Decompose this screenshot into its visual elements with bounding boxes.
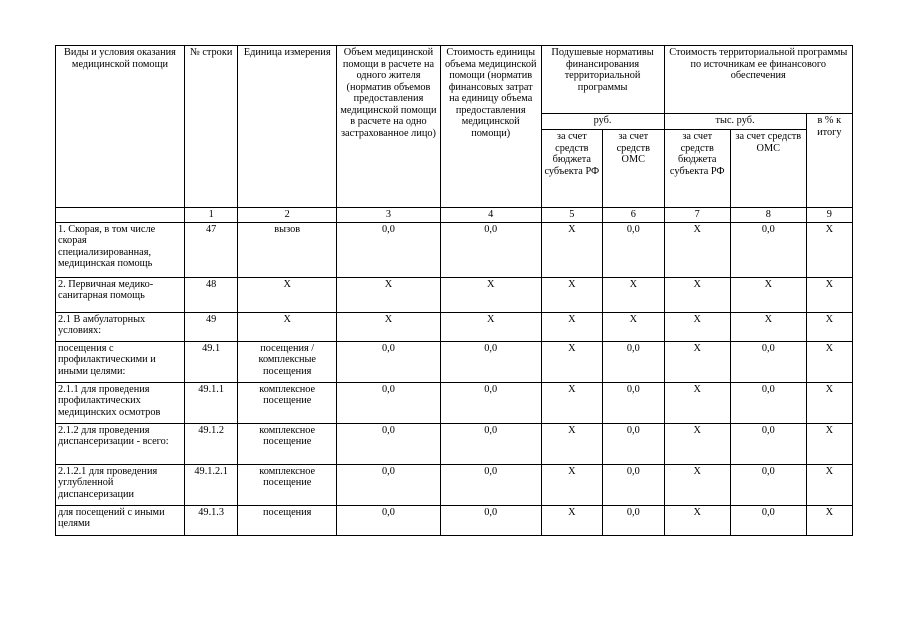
row-budget-thrub: X — [664, 222, 730, 277]
column-number-row — [56, 208, 853, 223]
row-oms-thrub: X — [731, 312, 807, 341]
row-budget-rub: X — [541, 382, 602, 423]
table-row — [56, 382, 853, 423]
row-cost: 0,0 — [440, 222, 541, 277]
row-label: 2.1.2.1 для проведения углубленной диспансеризации — [56, 464, 185, 505]
row-budget-thrub: X — [664, 341, 730, 382]
column-number: 8 — [731, 208, 807, 223]
row-oms-thrub: 0,0 — [731, 464, 807, 505]
row-unit: комплексное посещение — [238, 423, 337, 464]
row-budget-rub: X — [541, 312, 602, 341]
header-percent: в % к итогу — [806, 114, 852, 208]
row-oms-rub: 0,0 — [603, 341, 664, 382]
row-number: 49 — [184, 312, 237, 341]
row-unit: посещения — [238, 505, 337, 535]
header-cost: Стоимость единицы объема медицинской помощи (норматив финансовых затрат на единицу объема предоставления медицинской помощи) — [440, 46, 541, 208]
row-budget-rub: X — [541, 505, 602, 535]
column-number: 2 — [238, 208, 337, 223]
row-percent: X — [806, 277, 852, 312]
row-label: 1. Скорая, в том числе скорая специализированная, медицинская помощь — [56, 222, 185, 277]
row-volume: 0,0 — [337, 423, 441, 464]
column-number: 7 — [664, 208, 730, 223]
row-unit: комплексное посещение — [238, 382, 337, 423]
row-unit: посещения / комплексные посещения — [238, 341, 337, 382]
row-label: для посещений с иными целями — [56, 505, 185, 535]
header-budget-rub: за счет средств бюджета субъекта РФ — [541, 130, 602, 208]
row-oms-thrub: 0,0 — [731, 423, 807, 464]
row-oms-rub: 0,0 — [603, 505, 664, 535]
header-rub: руб. — [541, 114, 664, 130]
row-label: посещения с профилактическими и иными целями: — [56, 341, 185, 382]
table-row — [56, 341, 853, 382]
row-volume: 0,0 — [337, 382, 441, 423]
row-percent: X — [806, 312, 852, 341]
row-budget-thrub: X — [664, 423, 730, 464]
row-cost: 0,0 — [440, 341, 541, 382]
row-percent: X — [806, 382, 852, 423]
column-number: 6 — [603, 208, 664, 223]
row-budget-rub: X — [541, 277, 602, 312]
row-cost: 0,0 — [440, 505, 541, 535]
row-oms-rub: X — [603, 277, 664, 312]
row-budget-thrub: X — [664, 312, 730, 341]
row-volume: 0,0 — [337, 222, 441, 277]
row-percent: X — [806, 222, 852, 277]
row-unit: вызов — [238, 222, 337, 277]
row-label: 2. Первичная медико-санитарная помощь — [56, 277, 185, 312]
row-oms-rub: 0,0 — [603, 222, 664, 277]
row-oms-rub: X — [603, 312, 664, 341]
row-budget-rub: X — [541, 341, 602, 382]
row-oms-thrub: 0,0 — [731, 341, 807, 382]
column-number: 4 — [440, 208, 541, 223]
row-oms-thrub: 0,0 — [731, 382, 807, 423]
header-percapita: Подушевые нормативы финансирования территориальной программы — [541, 46, 664, 114]
row-percent: X — [806, 464, 852, 505]
row-volume: X — [337, 277, 441, 312]
row-oms-thrub: 0,0 — [731, 222, 807, 277]
row-number: 47 — [184, 222, 237, 277]
header-volume: Объем медицинской помощи в расчете на одного жителя (норматив объемов предоставления медицинской помощи в расчете на одно застрахованное лицо) — [337, 46, 441, 208]
header-budget-thrub: за счет средств бюджета субъекта РФ — [664, 130, 730, 208]
header-unit: Единица измерения — [238, 46, 337, 208]
row-cost: X — [440, 312, 541, 341]
table-row — [56, 277, 853, 312]
header-row-number: № строки — [184, 46, 237, 208]
table-row — [56, 464, 853, 505]
column-number — [56, 208, 185, 223]
row-budget-thrub: X — [664, 505, 730, 535]
table-row — [56, 505, 853, 535]
row-volume: 0,0 — [337, 464, 441, 505]
column-number: 9 — [806, 208, 852, 223]
row-oms-thrub: 0,0 — [731, 505, 807, 535]
table-row — [56, 312, 853, 341]
header-program-cost: Стоимость территориальной программы по источникам ее финансового обеспечения — [664, 46, 852, 114]
row-percent: X — [806, 505, 852, 535]
row-oms-rub: 0,0 — [603, 464, 664, 505]
column-number: 1 — [184, 208, 237, 223]
row-cost: X — [440, 277, 541, 312]
row-number: 49.1.2 — [184, 423, 237, 464]
header-thousand-rub: тыс. руб. — [664, 114, 806, 130]
column-number: 3 — [337, 208, 441, 223]
row-unit: комплексное посещение — [238, 464, 337, 505]
table-row — [56, 222, 853, 277]
row-number: 48 — [184, 277, 237, 312]
table-row — [56, 423, 853, 464]
row-number: 49.1.2.1 — [184, 464, 237, 505]
row-budget-rub: X — [541, 423, 602, 464]
row-budget-rub: X — [541, 222, 602, 277]
row-budget-rub: X — [541, 464, 602, 505]
column-number: 5 — [541, 208, 602, 223]
row-number: 49.1.1 — [184, 382, 237, 423]
row-label: 2.1 В амбулаторных условиях: — [56, 312, 185, 341]
row-budget-thrub: X — [664, 277, 730, 312]
medical-care-table — [55, 45, 853, 536]
row-cost: 0,0 — [440, 464, 541, 505]
row-unit: X — [238, 277, 337, 312]
row-number: 49.1 — [184, 341, 237, 382]
header-view: Виды и условия оказания медицинской помощи — [56, 46, 185, 208]
row-oms-rub: 0,0 — [603, 382, 664, 423]
row-volume: X — [337, 312, 441, 341]
row-cost: 0,0 — [440, 423, 541, 464]
table-body — [56, 222, 853, 535]
row-volume: 0,0 — [337, 341, 441, 382]
header-oms-thrub: за счет средств ОМС — [731, 130, 807, 208]
row-label: 2.1.2 для проведения диспансеризации - всего: — [56, 423, 185, 464]
row-cost: 0,0 — [440, 382, 541, 423]
row-oms-rub: 0,0 — [603, 423, 664, 464]
row-label: 2.1.1 для проведения профилактических медицинских осмотров — [56, 382, 185, 423]
row-oms-thrub: X — [731, 277, 807, 312]
row-unit: X — [238, 312, 337, 341]
header-oms-rub: за счет средств ОМС — [603, 130, 664, 208]
row-number: 49.1.3 — [184, 505, 237, 535]
row-volume: 0,0 — [337, 505, 441, 535]
row-budget-thrub: X — [664, 464, 730, 505]
row-percent: X — [806, 341, 852, 382]
row-percent: X — [806, 423, 852, 464]
row-budget-thrub: X — [664, 382, 730, 423]
